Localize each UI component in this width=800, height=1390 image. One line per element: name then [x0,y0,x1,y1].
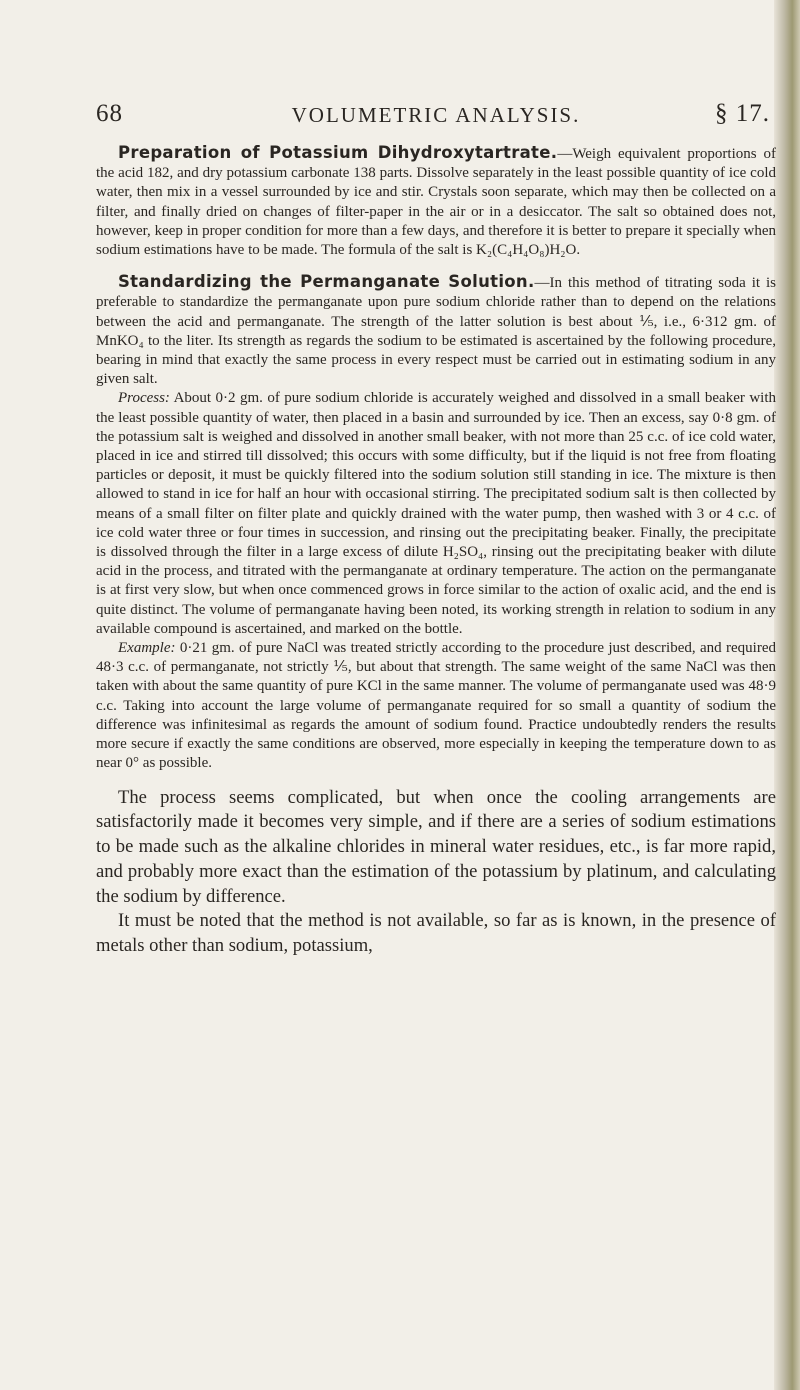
page-header [96,100,776,134]
paragraph-example [96,639,776,773]
page-number: 68 [96,100,123,127]
closing-paragraph-1: The process seems complicated, but when once the cooling arrangements are satisfactorily made it becomes very simple, and if there are a series of sodium estimations to be made such as the alkaline chlorides in mineral water residues, etc., is far more rapid, and probably more exact than the estimation of the potassium by platinum, and calculating the sodium by difference. [96,786,776,907]
paragraph-preparation [96,143,776,260]
text-example: 0·21 gm. of pure NaCl was treated strictly according to the procedure just described, and required 48·3 c.c. of permanganate, not strictly ⅕, but about that strength. The same weight of the same NaCl was then taken with about the same quantity of pure KCl in the same manner. The volume of permanganate used was 48·9 c.c. Taking into account the large volume of permanganate required for so small a quantity of sodium the difference was infinitesimal as regards the amount of sodium found. Practice undoubtedly renders the results more secure if exactly the same conditions are observed, more especially in keeping the temperature down to as near 0° as possible. [96,640,776,772]
book-page [96,100,776,959]
label-example: Example: [118,640,176,657]
page-body [96,143,776,959]
closing-paragraph-2: It must be noted that the method is not available, so far as is known, in the presence of metals other than sodium, potassium, [96,910,776,957]
label-process: Process: [118,390,170,407]
paragraph-standardizing [96,272,776,389]
section-number: § 17. [715,100,770,127]
text-standardizing: —In this method of titrating soda it is preferable to standardize the permanganate upon pure sodium chloride rather than to depend on the relations between the acid and permanganate. The strength of the latter solution is best about ⅕, i.e., 6·312 gm. of MnKO₄ to the liter. Its strength as regards the sodium to be estimated is ascertained by the following procedure, bearing in mind that exactly the same process in every respect must be carried out in estimating sodium in any given salt. [96,275,776,388]
paragraph-process [96,389,776,639]
page-edge-shadow [774,0,800,1390]
text-process: About 0·2 gm. of pure sodium chloride is accurately weighed and dissolved in a small beaker with the least possible quantity of water, then placed in a basin and surrounded by ice. Then an excess, say 0·8 gm. of the potassium salt is weighed and dissolved in another small beaker, with not more than 25 c.c. of ice cold water, placed in ice and stirred till dissolved; this occurs with some difficulty, but if the liquid is not free from floating particles or deposit, it must be quickly filtered into the sodium solution still standing in ice. The mixture is then allowed to stand in ice for half an hour with occasional stirring. The precipitated sodium salt is then collected by means of a small filter on filter plate and quickly drained with the water pump, then washed with 3 or 4 c.c. of ice cold water three or four times in succession, and rinsing out the precipitating beaker. Finally, the precipitate is dissolved through the filter in a large excess of dilute H₂SO₄, rinsing out the precipitating beaker with dilute acid in the process, and titrated with the permanganate at ordinary temperature. The action on the permanganate is at first very slow, but when once commenced grows in force similar to the action of oxalic acid, and the end is quite distinct. The volume of permanganate having been noted, its working strength in relation to sodium in any available compound is ascertained, and marked on the bottle. [96,390,776,637]
running-title: VOLUMETRIC ANALYSIS. [291,103,581,127]
closing-block [96,786,776,960]
heading-standardizing: Standardizing the Permanganate Solution. [118,272,535,292]
text-preparation: —Weigh equivalent proportions of the acid 182, and dry potassium carbonate 138 parts. Dissolve separately in the least possible quantity of ice cold water, then mix in a vessel surrounded by ice and stir. Crystals soon separate, which may then be collected on a filter, and finally dried on changes of filter-paper in the air or in a desiccator. The salt so obtained does not, however, keep in proper condition for more than a few days, and therefore it is better to prepare it specially when sodium estimations have to be made. The formula of the salt is K₂(C₄H₄O₈)H₂O. [96,146,776,259]
heading-preparation: Preparation of Potassium Dihydroxytartrate. [118,143,558,162]
